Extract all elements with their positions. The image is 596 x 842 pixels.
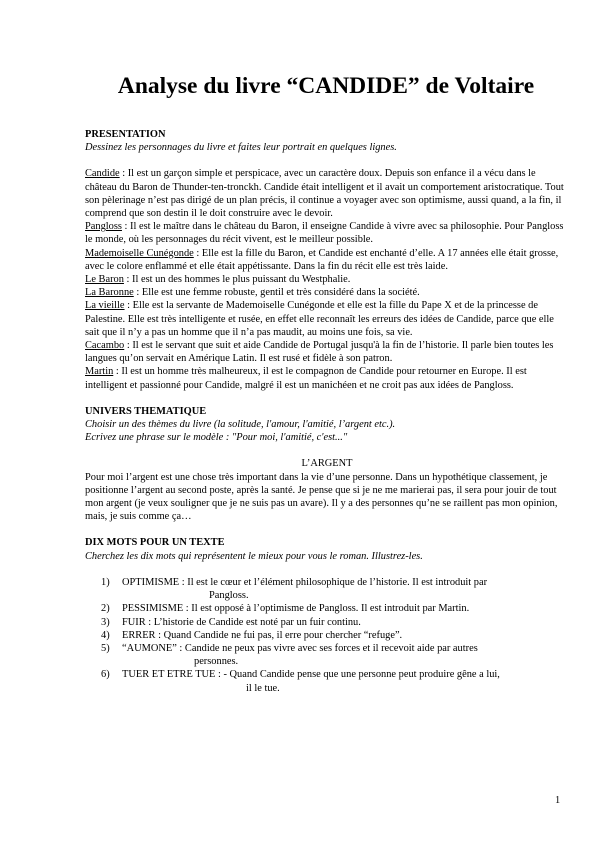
item-text: OPTIMISME : Il est le cœur et l’élément philosophique de l’historie. Il est introduit par bbox=[122, 576, 488, 588]
list-item bbox=[85, 616, 569, 629]
character-description: : Elle est la servante de Mademoiselle Cunégonde et elle est la fille du Pape X et de la princesse de Palestine. Elle est très intelligente et rusée, en effet elle reconnaît les erreurs des idées de Candide, parce que elle sait que il n’y a pas un homme que il n’a pas maudit, au moins une fois, sa vie. bbox=[85, 300, 554, 338]
character-description: : Elle est la fille du Baron, et Candide est enchanté d’elle. A 17 années elle était grosse, avec le colore enflammé et elle était appétissante. Dans la fin du récit elle est très laide. bbox=[85, 247, 559, 272]
character-name: Candide bbox=[85, 168, 120, 180]
character-description: : Elle est une femme robuste, gentil et très considéré dans la société. bbox=[133, 287, 420, 299]
character-list bbox=[85, 167, 569, 391]
character-name: Pangloss bbox=[85, 221, 122, 233]
item-text: TUER ET ETRE TUE : - Quand Candide pense que une personne peut produire gêne a lui, bbox=[122, 669, 500, 681]
character-name: La vieille bbox=[85, 300, 125, 312]
item-text: “AUMONE” : Candide ne peux pas vivre avec ses forces et il recevoit aide par autres bbox=[122, 642, 478, 654]
dix-mots-heading: DIX MOTS POUR UN TEXTE bbox=[85, 537, 225, 549]
list-item bbox=[85, 602, 569, 615]
presentation-heading: PRESENTATION bbox=[85, 129, 166, 140]
character-name: Le Baron bbox=[85, 274, 124, 286]
list-item bbox=[85, 642, 569, 668]
character-entry bbox=[85, 220, 569, 246]
character-entry bbox=[85, 339, 569, 365]
character-name: La Baronne bbox=[85, 287, 134, 299]
word-list bbox=[85, 576, 569, 695]
character-description: : Il est le maître dans le château du Baron, il enseigne Candide à vivre avec sa philosophie. Pour Pangloss le monde, où les personnages du récit vivent, est le meilleur possible. bbox=[85, 221, 564, 246]
character-entry bbox=[85, 365, 569, 391]
dix-mots-instruction: Cherchez les dix mots qui représentent le mieux pour vous le roman. Illustrez-les. bbox=[85, 550, 423, 562]
item-text: ERRER : Quand Candide ne fui pas, il erre pour chercher “refuge”. bbox=[122, 629, 403, 641]
univers-instruction-model: Ecrivez une phrase sur le modèle : "Pour moi, l'amitié, c'est..." bbox=[85, 432, 348, 444]
character-description: : Il est un garçon simple et perspicace, avec un caractère doux. Depuis son enfance il a vécu dans le château du Baron de Thunder-ten-tronckh. Candide était intelligent et il avait un comportement aristocratique. Tout son pèlerinage n’est pas dirigé de un plan précis, il continue a voyager avec son optimisme, aussi quand, a la fin, il comprend que son destin il le doit construire avec le devoir. bbox=[85, 168, 564, 220]
character-entry bbox=[85, 247, 569, 273]
character-entry bbox=[85, 299, 569, 339]
character-name: Cacambo bbox=[85, 340, 125, 352]
presentation-instruction: Dessinez les personnages du livre et faites leur portrait en quelques lignes. bbox=[85, 142, 397, 154]
character-entry bbox=[85, 286, 569, 299]
character-name: Martin bbox=[85, 366, 114, 378]
list-item bbox=[85, 576, 569, 602]
item-number: 4) bbox=[101, 629, 110, 641]
character-entry bbox=[85, 167, 569, 220]
page-title: Analyse du livre “CANDIDE” de Voltaire bbox=[117, 73, 535, 99]
item-number: 3) bbox=[101, 616, 110, 628]
item-number: 6) bbox=[101, 669, 110, 681]
theme-title: L’ARGENT bbox=[301, 458, 353, 470]
character-entry bbox=[85, 273, 569, 286]
item-text: FUIR : L’historie de Candide est noté par un fuir continu. bbox=[122, 616, 361, 628]
item-text-continuation: il le tue. bbox=[246, 682, 280, 694]
document-body bbox=[85, 128, 569, 695]
univers-instruction: Choisir un des thèmes du livre (la solitude, l'amour, l'amitié, l’argent etc.). bbox=[85, 419, 396, 431]
character-name: Mademoiselle Cunégonde bbox=[85, 247, 194, 259]
list-item bbox=[85, 668, 569, 694]
item-number: 5) bbox=[101, 642, 110, 654]
list-item bbox=[85, 629, 569, 642]
item-text: PESSIMISME : Il est opposé à l’optimisme de Pangloss. Il est introduit par Martin. bbox=[122, 603, 470, 615]
character-description: : Il est un homme très malheureux, il est le compagnon de Candide pour retourner en Europe. Il est intelligent et passionné pour Candide, malgré il est un manichéen et ne croit pas aux idées de Pangloss. bbox=[85, 366, 527, 391]
item-text-continuation: Pangloss. bbox=[209, 590, 249, 602]
item-number: 1) bbox=[101, 576, 110, 588]
item-number: 2) bbox=[101, 603, 110, 615]
theme-text: Pour moi l’argent est une chose très important dans la vie d’une personne. Dans un hypothétique classement, je positionne l’argent au second poste, après la santé. Je pense que si je ne me marierai pas, il sera pour jouir de tout mon argent (je veux souligner que je ne suis pas un avare). Il y a des personnes qu’ne se raillent pas mon opinion, mais, je suis comme ça… bbox=[85, 471, 558, 523]
univers-heading: UNIVERS THEMATIQUE bbox=[85, 405, 207, 417]
character-description: : Il est le servant que suit et aide Candide de Portugal jusqu'à la fin de l’historie. Il parle bien toutes les langues qu’on servait en Amérique Latin. Il est rusé et fidèle à son patron. bbox=[85, 340, 554, 365]
item-text-continuation: personnes. bbox=[194, 656, 239, 668]
character-description: : Il est un des hommes le plus puissant du Westphalie. bbox=[123, 274, 351, 286]
page-number: 1 bbox=[555, 795, 561, 806]
